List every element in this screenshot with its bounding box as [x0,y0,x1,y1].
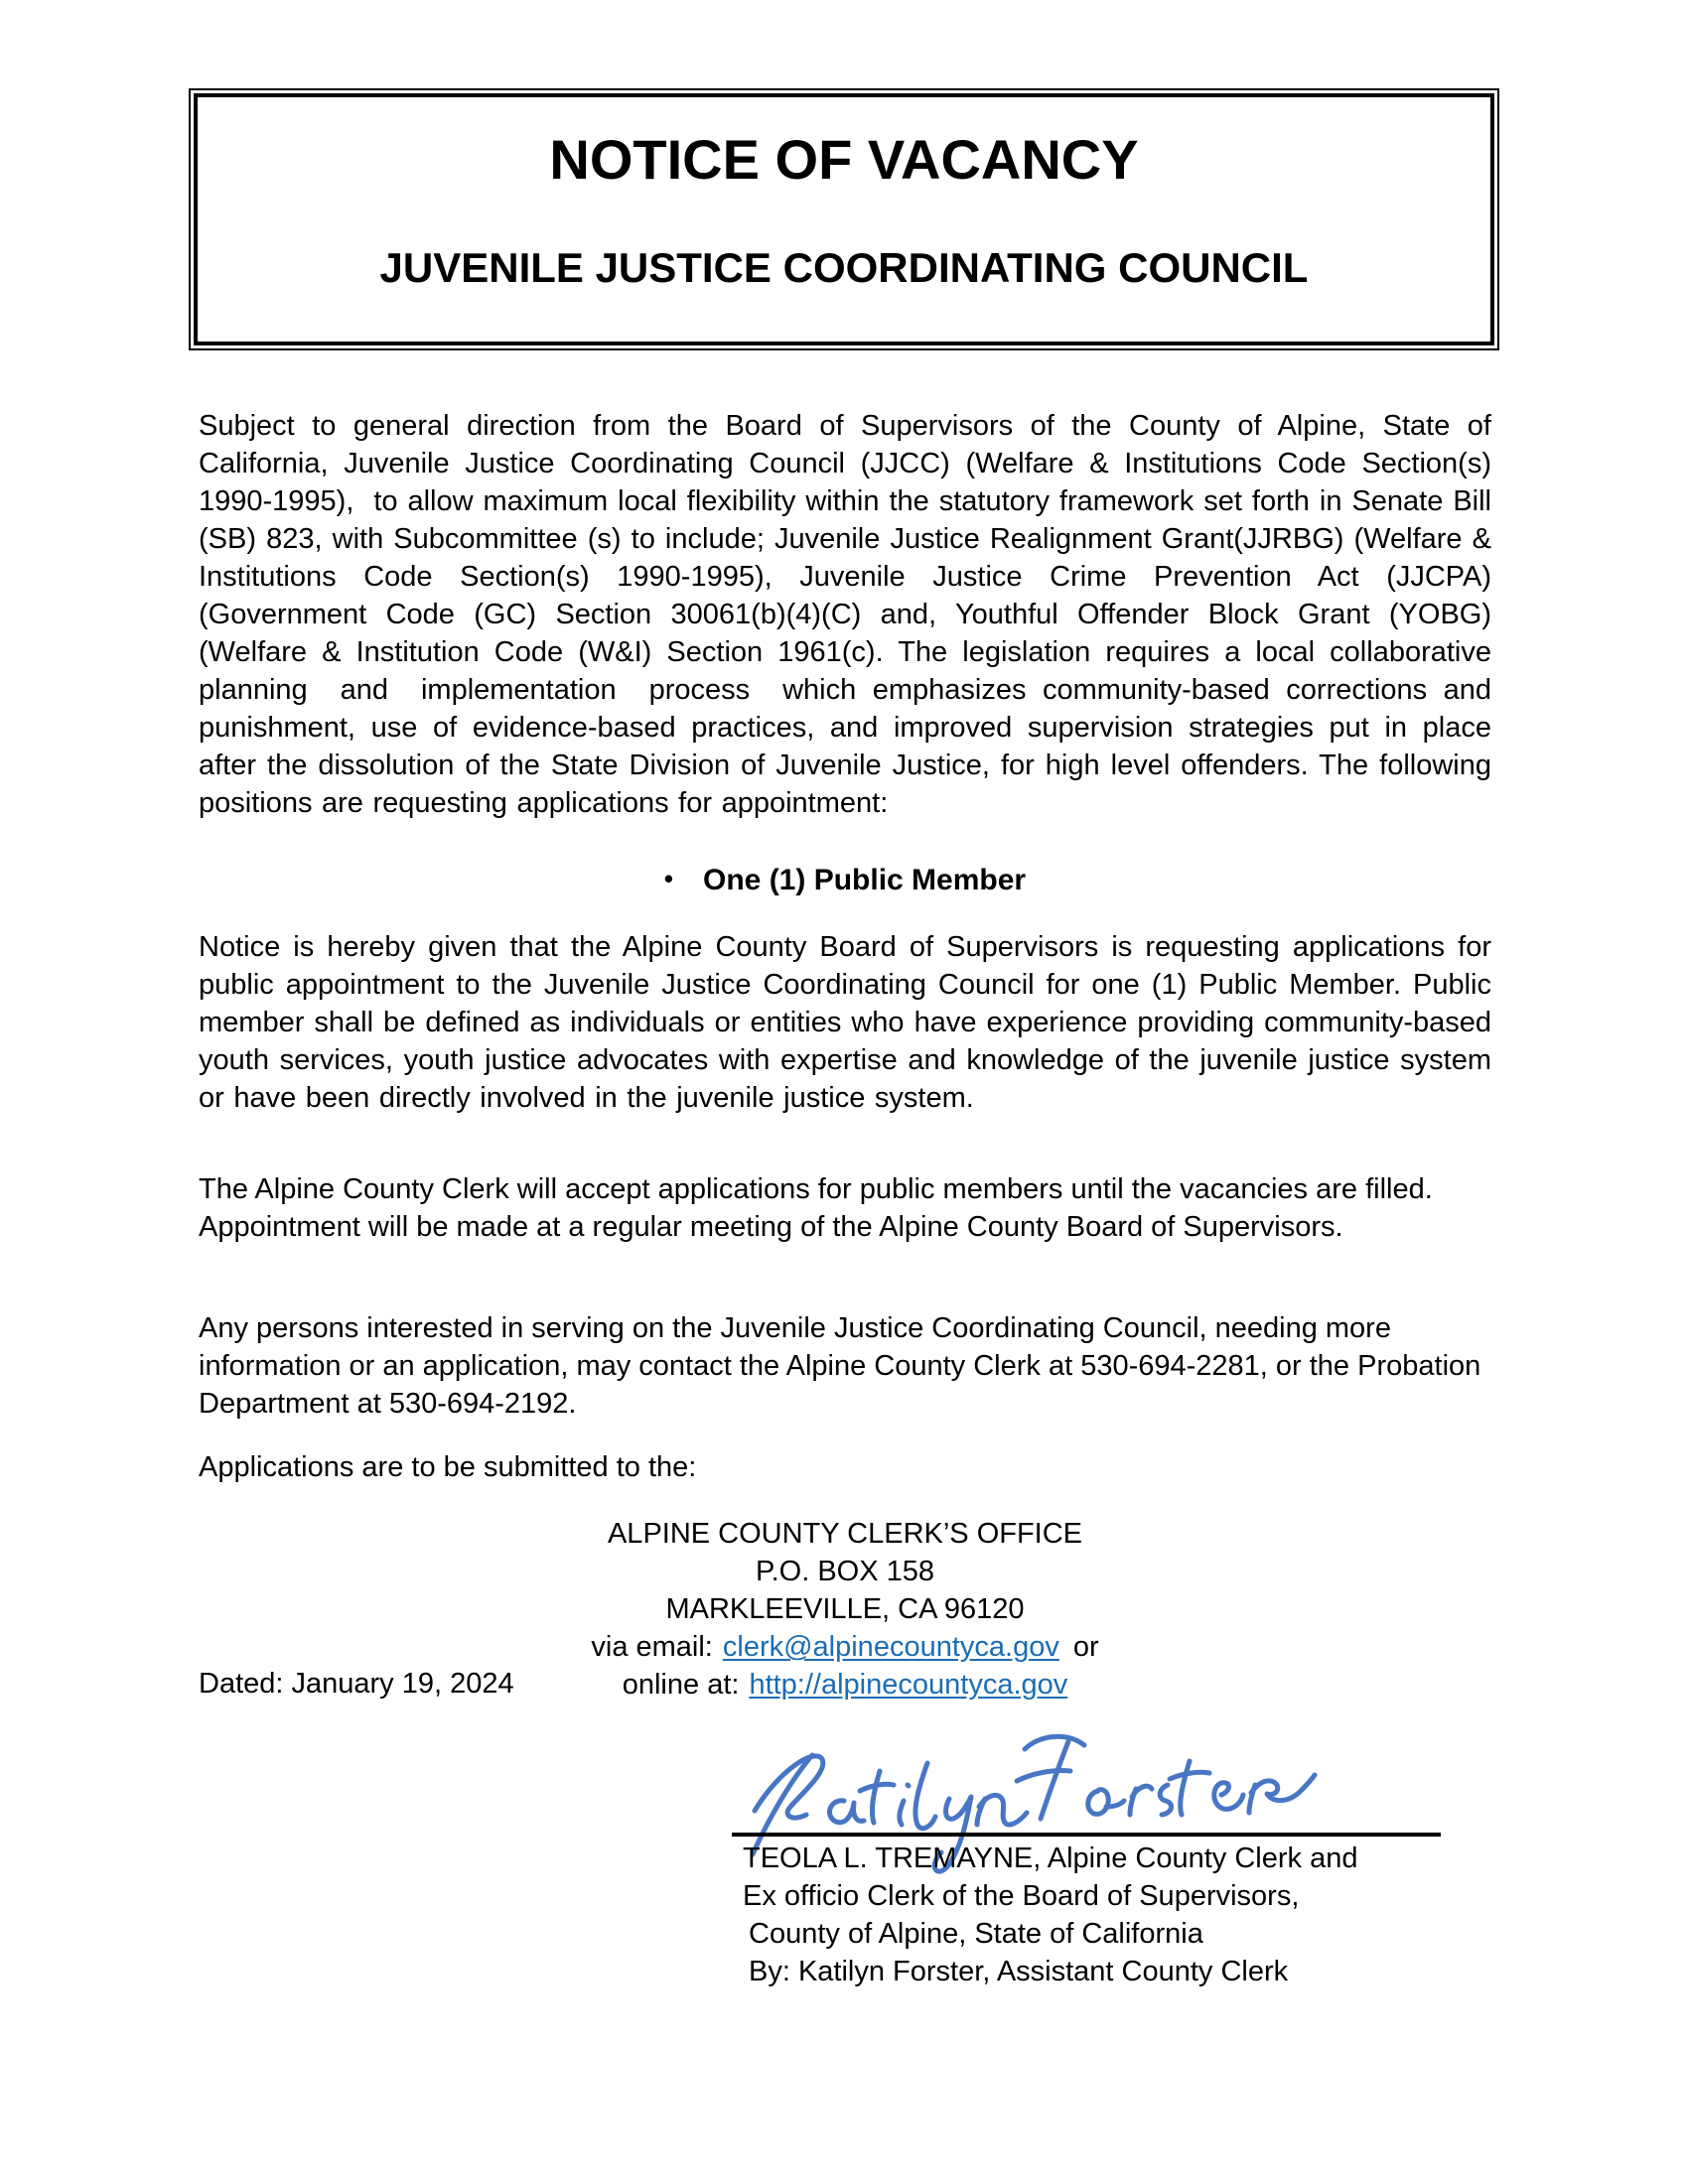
address-office: ALPINE COUNTY CLERK’S OFFICE [607,1518,1083,1550]
bullet-icon: • [663,864,674,893]
paragraph-contact: Any persons interested in serving on the Juvenile Justice Coordinating Council, needing more information or an application, may contact the Alpine County Clerk at 530-694-2281, or the Probation Department at 530-694-2192. [199,1312,1489,1420]
bullet-item-label: One (1) Public Member [703,864,1027,896]
signatory-title-line: Ex officio Clerk of the Board of Supervisors, [743,1880,1300,1912]
website-link[interactable]: http://alpinecountyca.gov [749,1669,1068,1701]
signature-block [743,1840,1357,1990]
paragraph-intro: Subject to general direction from the Board of Supervisors of the County of Alpine, State of California, Juvenile Justice Coordinating Council (JJCC) (Welfare & Institutions Code Section(s) 1990-1995), to allow maximum local flexibility within the statutory framework set forth in Senate Bill (SB) 823, with Subcommittee (s) to include; Juvenile Justice Realignment Grant(JJRBG) (Welfare & Institutions Code Section(s) 1990-1995), Juvenile Justice Crime Prevention Act (JJCPA) (Government Code (GC) Section 30061(b)(4)(C) and, Youthful Offender Block Grant (YOBG) (Welfare & Institution Code (W&I) Section 1961(c). The legislation requires a local collaborative planning and implementation process which emphasizes community-based corrections and punishment, use of evidence-based practices, and improved supervision strategies put in place after the dissolution of the State Division of Juvenile Justice, for high level offenders. The following positions are requesting applications for appointment: [199,410,1511,819]
address-po-box: P.O. BOX 158 [755,1556,935,1587]
notice-header-box [189,88,1499,350]
dated-line: Dated: January 19, 2024 [199,1668,514,1700]
submit-intro: Applications are to be submitted to the: [199,1451,697,1483]
notice-title: NOTICE OF VACANCY [549,128,1139,191]
notice-subtitle: JUVENILE JUSTICE COORDINATING COUNCIL [379,244,1309,291]
address-city: MARKLEEVILLE, CA 96120 [665,1593,1025,1625]
signatory-name-line: TEOLA L. TREMAYNE, Alpine County Clerk and [743,1843,1358,1874]
email-prefix-label: via email: [591,1631,713,1663]
signatory-county-line: County of Alpine, State of California [749,1918,1203,1950]
paragraph-notice: Notice is hereby given that the Alpine County Board of Supervisors is requesting applications for public appointment to the Juvenile Justice Coordinating Council for one (1) Public Member. Public member shall be defined as individuals or entities who have experience providing community-based youth services, youth justice advocates with expertise and knowledge of the juvenile justice system or have been directly involved in the juvenile justice system. [199,931,1501,1114]
signatory-by-line: By: Katilyn Forster, Assistant County Clerk [749,1956,1289,1987]
signature-line [732,1833,1441,1837]
paragraph-clerk: The Alpine County Clerk will accept applications for public members until the vacancies are filled. Appointment will be made at a regular meeting of the Alpine County Board of Supervisors. [199,1173,1448,1243]
email-link[interactable]: clerk@alpinecountyca.gov [722,1631,1059,1663]
online-prefix-label: online at: [622,1669,740,1701]
address-email-line [199,1628,1491,1666]
email-or-label: or [1072,1631,1099,1663]
bullet-item [199,862,1491,899]
